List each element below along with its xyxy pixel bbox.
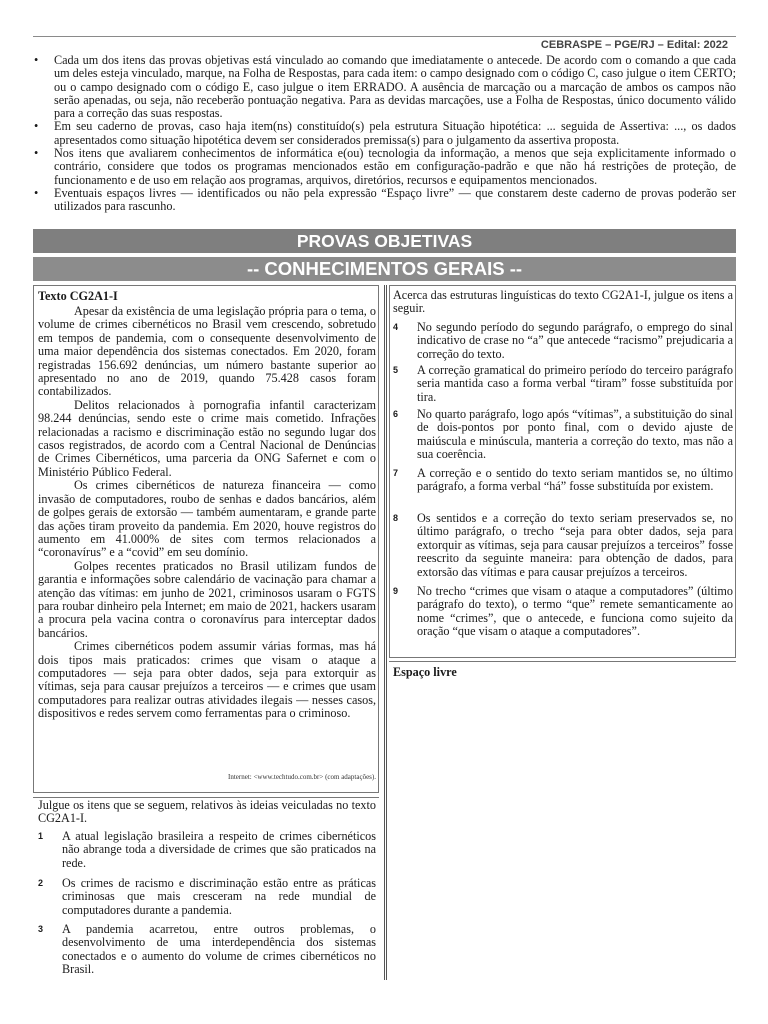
instruction-item: • Eventuais espaços livres — identificados ou não pela expressão “Espaço livre” — que constarem deste caderno de provas poderão ser utilizados para rascunho.: [30, 187, 736, 214]
exam-title: CEBRASPE – PGE/RJ – Edital: 2022: [540, 39, 728, 51]
exam-header: [33, 36, 736, 51]
question-number: 9: [393, 586, 399, 596]
espaco-livre-label: Espaço livre: [393, 665, 457, 679]
question-text: A pandemia acarretou, entre outros problemas, o desenvolvimento de uma interdependência dos sistemas conectados e o aumento do volume de crimes cibernéticos no Brasil.: [62, 922, 376, 977]
question-text: No quarto parágrafo, logo após “vítimas”, a substituição do sinal de dois-pontos por ponto final, com o devido ajuste de maiúscula e minúscula, manteria a correção do texto, mas não a sua coerência.: [417, 407, 733, 462]
question-number: 7: [393, 468, 399, 478]
question-text: A correção e o sentido do texto seriam mantidos se, no último parágrafo, a forma verbal “há” fosse substituída por existem.: [417, 466, 733, 494]
texto-paragraph: Os crimes cibernéticos de natureza financeira — como invasão de computadores, roubo de senhas e dados bancários, além de golpes gerais de extorsão — também aumentaram, e grande parte das ações tiram proveito da pandemia. Em 2020, houve registros do aumento em 41.000% de sites com termos relacionados a “coronavírus” e a “covid” em seu domínio.: [38, 478, 376, 560]
texto-source: Internet: <www.techtudo.com.br> (com adaptações).: [228, 773, 376, 781]
instructions-list: [30, 54, 736, 214]
question-text: Os sentidos e a correção do texto seriam preservados se, no último parágrafo, o trecho “seja para obter dados, seja para extorquir as vítimas, seja para causar prejuízos a terceiros” fosse reescrito da seguinte maneira: para obtenção de dados, para extorsão das vítimas e para causar prejuízos a terceiros.: [417, 511, 733, 579]
texto-paragraph: Delitos relacionados à pornografia infantil caracterizam 98.244 denúncias, sendo este o crime mais cometido. Infrações relacionadas a racismo e discriminação estão no segundo lugar dos casos registrados, de acordo com a Central Nacional de Denúncias de Crimes Cibernéticos, uma parceria da ONG Safernet e com o Ministério Público Federal.: [38, 397, 376, 479]
question-text: No segundo período do segundo parágrafo, o emprego do sinal indicativo de crase no “a” que antecede “racismo” prejudicaria a correção do texto.: [417, 320, 733, 361]
question-text: A correção gramatical do primeiro período do terceiro parágrafo seria mantida caso a forma verbal “tiram” fosse substituída por tira.: [417, 363, 733, 404]
question-item-3: [38, 923, 376, 977]
texto-body: [38, 305, 376, 721]
question-item-8: [393, 512, 733, 579]
question-text: Os crimes de racismo e discriminação estão entre as práticas criminosas que mais cresceram na rede mundial de computadores durante a pandemia.: [62, 876, 376, 917]
instruction-item: • Nos itens que avaliarem conhecimentos de informática e(ou) tecnologia da informação, a menos que seja explicitamente informado o contrário, considere que todos os programas mencionados estão em configuração-padrão e que não há restrições de proteção, de funcionamento e de uso em relação aos programas, arquivos, diretórios, recursos e equipamentos mencionados.: [30, 147, 736, 187]
question-item-2: [38, 877, 376, 917]
question-number: 4: [393, 322, 399, 332]
question-item-5: [393, 364, 733, 404]
instruction-item: • Em seu caderno de provas, caso haja item(ns) constituído(s) pela estrutura Situação hipotética: ... seguida de Assertiva: ..., os dados apresentados como situação hipotética devem ser considerados premissa(s) para o julgamento da assertiva proposta.: [30, 120, 736, 147]
question-number: 1: [38, 831, 44, 841]
texto-paragraph: Crimes cibernéticos podem assumir várias formas, mas há dois tipos mais praticados: crimes que visam o ataque a computadores — seja para obter dados, seja para extorquir as vítimas, seja para causar prejuízos a terceiros — e crimes que usam computadores para realizar outras atividades ilegais — nesses casos, dispositivos e redes servem como ferramentas para o criminoso.: [38, 639, 376, 721]
question-number: 3: [38, 924, 44, 934]
question-item-9: [393, 585, 733, 639]
instruction-item: • Cada um dos itens das provas objetivas está vinculado ao comando que imediatamente o antecede. De acordo com o comando a que cada um deles esteja vinculado, marque, na Folha de Respostas, para cada item: o campo designado com o código C, caso julgue o item CERTO; ou o campo designado com o código E, caso julgue o item ERRADO. A ausência de marcação ou a marcação de ambos os campos não serão apenadas, ou seja, não receberão pontuação negativa. Para as devidas marcações, use a Folha de Respostas, único documento válido para a correção das suas respostas.: [30, 54, 736, 120]
section-banner-conhecimentos: -- CONHECIMENTOS GERAIS --: [33, 257, 736, 281]
question-text: A atual legislação brasileira a respeito de crimes cibernéticos não abrange toda a diversidade de crimes que são praticados na rede.: [62, 829, 376, 870]
espaco-livre-box: [389, 661, 736, 982]
question-number: 2: [38, 878, 44, 888]
question-item-7: [393, 467, 733, 494]
question-item-4: [393, 321, 733, 361]
texto-title: Texto CG2A1-I: [38, 289, 118, 303]
question-number: 5: [393, 365, 399, 375]
question-text: No trecho “crimes que visam o ataque a computadores” (último parágrafo do texto), o termo “que” remete semanticamente ao nome “crimes”, que o antecede, e funciona como sujeito da oração “que visam o ataque a computadores”.: [417, 584, 733, 639]
left-questions-intro: Julgue os itens que se seguem, relativos às ideias veiculadas no texto CG2A1-I.: [38, 798, 376, 826]
texto-paragraph: Golpes recentes praticados no Brasil utilizam fundos de garantia e informações sobre calendário de vacinação para chamar a atenção das vítimas: em junho de 2021, criminosos usaram o FGTS para roubar dinheiro pela Internet; em maio de 2021, hackers usaram a procura pela vacina contra o coronavírus para interceptar dados bancários.: [38, 558, 376, 640]
question-number: 8: [393, 513, 399, 523]
question-item-6: [393, 408, 733, 462]
right-questions-intro: Acerca das estruturas linguísticas do texto CG2A1-I, julgue os itens a seguir.: [393, 288, 733, 316]
question-number: 6: [393, 409, 399, 419]
texto-paragraph: Apesar da existência de uma legislação própria para o tema, o volume de crimes cibernéticos no Brasil vem crescendo, sobretudo em tempos de pandemia, com o consequente desenvolvimento de uma maior dependência dos sistemas conectados. Em 2020, foram registradas 156.692 denúncias, um número bastante superior ao apresentado no ano de 2019, quando 75.428 casos foram contabilizados.: [38, 304, 376, 399]
section-banner-provas: PROVAS OBJETIVAS: [33, 229, 736, 253]
question-item-1: [38, 830, 376, 870]
column-divider: [384, 285, 387, 980]
